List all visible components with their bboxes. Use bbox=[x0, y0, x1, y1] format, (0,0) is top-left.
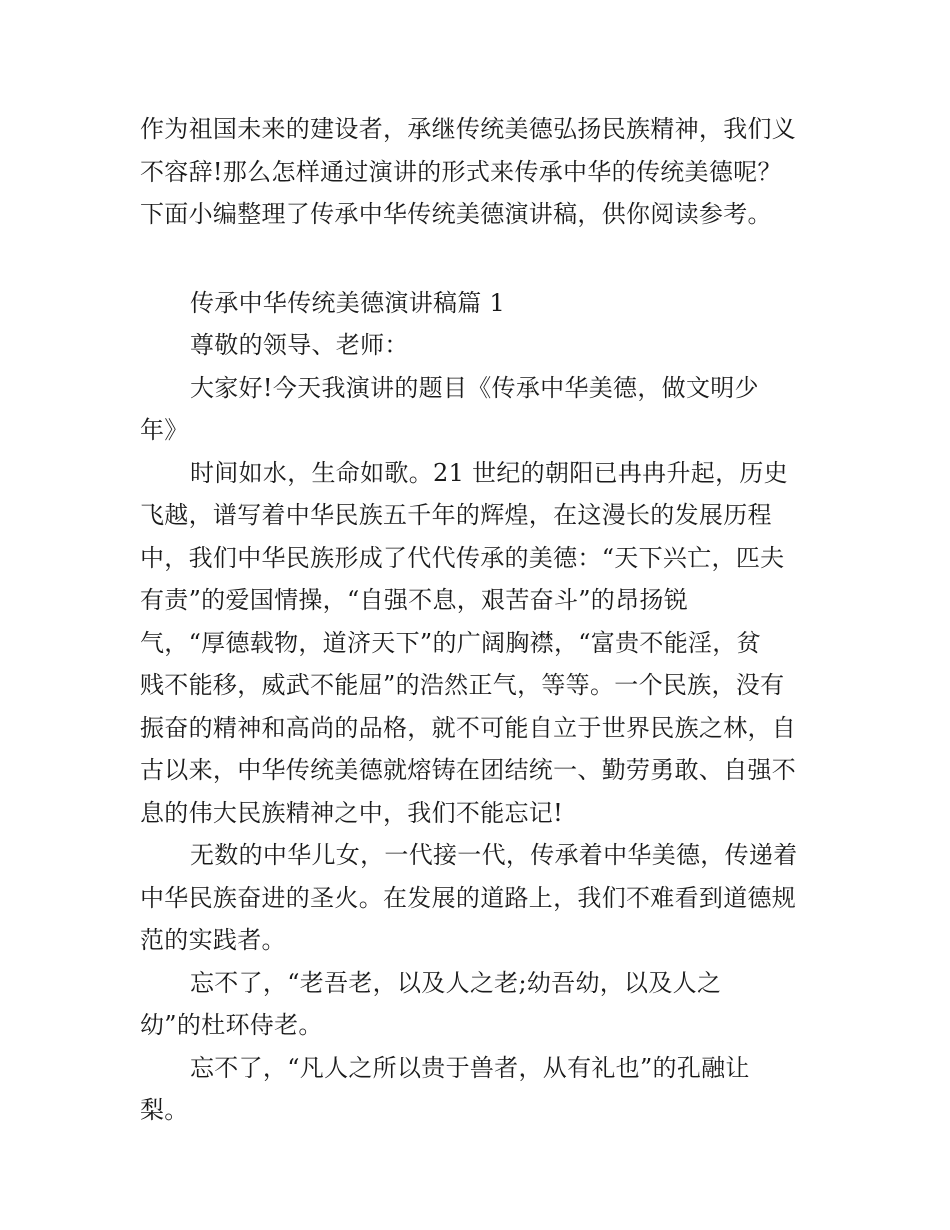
salutation: 尊敬的领导、老师： bbox=[190, 331, 409, 359]
text-line: 贱不能移，威武不能屈”的浩然正气，等等。一个民族，没有 bbox=[140, 671, 785, 699]
text-line: 幼”的杜环侍老。 bbox=[140, 1011, 323, 1039]
paragraph-kong-rong bbox=[140, 1047, 820, 1132]
text-line: 作为祖国未来的建设者，承继传统美德弘扬民族精神，我们义 bbox=[140, 115, 797, 143]
text-line: 不容辞!那么怎样通过演讲的形式来传承中华的传统美德呢？ bbox=[140, 157, 782, 186]
text-line: 年》 bbox=[140, 416, 189, 444]
paragraph-greeting bbox=[140, 367, 820, 452]
text-line: 忘不了，“凡人之所以贵于兽者，从有礼也”的孔融让 bbox=[190, 1053, 750, 1082]
text-line: 飞越，谱写着中华民族五千年的辉煌，在这漫长的发展历程 bbox=[140, 501, 772, 529]
text-line: 范的实践者。 bbox=[140, 926, 286, 954]
text-line: 气，“厚德载物，道济天下”的广阔胸襟，“富贵不能淫，贫 bbox=[140, 628, 761, 657]
text-line: 古以来，中华传统美德就熔铸在团结统一、勤劳勇敢、自强不 bbox=[140, 756, 797, 784]
text-line: 大家好!今天我演讲的题目《传承中华美德，做文明少 bbox=[190, 373, 759, 402]
text-line: 息的伟大民族精神之中，我们不能忘记! bbox=[140, 798, 564, 827]
section-title: 传承中华传统美德演讲稿篇 1 bbox=[190, 288, 506, 317]
text-line: 有责”的爱国情操，“自强不息，艰苦奋斗”的昂扬锐 bbox=[140, 586, 689, 614]
text-line: 振奋的精神和高尚的品格，就不可能自立于世界民族之林，自 bbox=[140, 713, 797, 742]
paragraph-gap bbox=[140, 236, 820, 282]
text-line: 梨。 bbox=[140, 1096, 189, 1124]
paragraph-generations bbox=[140, 834, 820, 962]
text-line: 无数的中华儿女，一代接一代，传承着中华美德，传递着 bbox=[190, 841, 798, 869]
text-line: 忘不了，“老吾老，以及人之老;幼吾幼，以及人之 bbox=[190, 968, 722, 997]
document-body bbox=[140, 108, 820, 1132]
paragraph-du-huan bbox=[140, 962, 820, 1047]
text-line: 时间如水，生命如歌。21 世纪的朝阳已冉冉升起，历史 bbox=[190, 458, 788, 487]
intro-paragraph bbox=[140, 108, 820, 236]
paragraph-history bbox=[140, 452, 820, 835]
text-line: 中，我们中华民族形成了代代传承的美德：“天下兴亡，匹夫 bbox=[140, 543, 785, 572]
text-line: 下面小编整理了传承中华传统美德演讲稿，供你阅读参考。 bbox=[140, 200, 772, 228]
text-line: 中华民族奋进的圣火。在发展的道路上，我们不难看到道德规 bbox=[140, 883, 797, 912]
